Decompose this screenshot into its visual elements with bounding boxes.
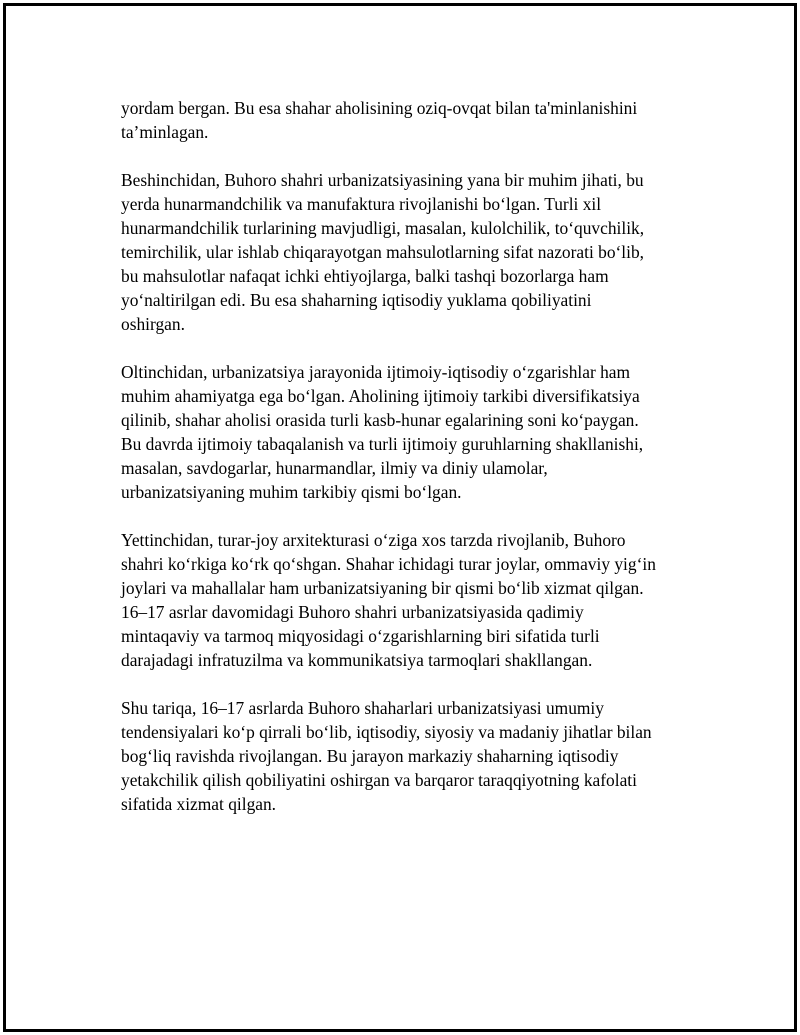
page-frame <box>3 3 797 1032</box>
paragraph-2: Beshinchidan, Buhoro shahri urbanizatsiyasining yana bir muhim jihati, bu yerda hunarmandchilik va manufaktura rivojlanishi bo‘lgan. Turli xil hunarmandchilik turlarining mavjudligi, masalan, kulolchilik, to‘quvchilik, temirchilik, ular ishlab chiqarayotgan mahsulotlarning sifat nazorati bo‘lib, bu mahsulotlar nafaqat ichki ehtiyojlarga, balki tashqi bozorlarga ham yo‘naltirilgan edi. Bu esa shaharning iqtisodiy yuklama qobiliyatini oshirgan. <box>121 170 645 334</box>
paragraph-3: Oltinchidan, urbanizatsiya jarayonida ijtimoiy-iqtisodiy o‘zgarishlar ham muhim ahamiyatga ega bo‘lgan. Aholining ijtimoiy tarkibi diversifikatsiya qilinib, shahar aholisi orasida turli kasb-hunar egalarining soni ko‘paygan. Bu davrda ijtimoiy tabaqalanish va turli ijtimoiy guruhlarning shakllanishi, masalan, savdogarlar, hunarmandlar, ilmiy va diniy ulamolar, urbanizatsiyaning muhim tarkibiy qismi bo‘lgan. <box>121 362 644 502</box>
paragraph-4: Yettinchidan, turar-joy arxitekturasi o‘ziga xos tarzda rivojlanib, Buhoro shahri ko‘rkiga ko‘rk qo‘shgan. Shahar ichidagi turar joylar, ommaviy yig‘in joylari va mahallalar ham urbanizatsiyaning bir qismi bo‘lib xizmat qilgan. 16–17 asrlar davomidagi Buhoro shahri urbanizatsiyasida qadimiy mintaqaviy va tarmoq miqyosidagi o‘zgarishlarning biri sifatida turli darajadagi infratuzilma va kommunikatsiya tarmoqlari shakllangan. <box>121 530 656 670</box>
paragraph-1: yordam bergan. Bu esa shahar aholisining oziq-ovqat bilan ta'minlanishini ta’minlagan. <box>121 98 638 142</box>
paragraph-5: Shu tariqa, 16–17 asrlarda Buhoro shaharlari urbanizatsiyasi umumiy tendensiyalari ko‘p qirrali bo‘lib, iqtisodiy, siyosiy va madaniy jihatlar bilan bog‘liq ravishda rivojlangan. Bu jarayon markaziy shaharning iqtisodiy yetakchilik qilish qobiliyatini oshirgan va barqaror taraqqiyotning kafolati sifatida xizmat qilgan. <box>121 698 652 814</box>
document-body <box>121 96 701 840</box>
